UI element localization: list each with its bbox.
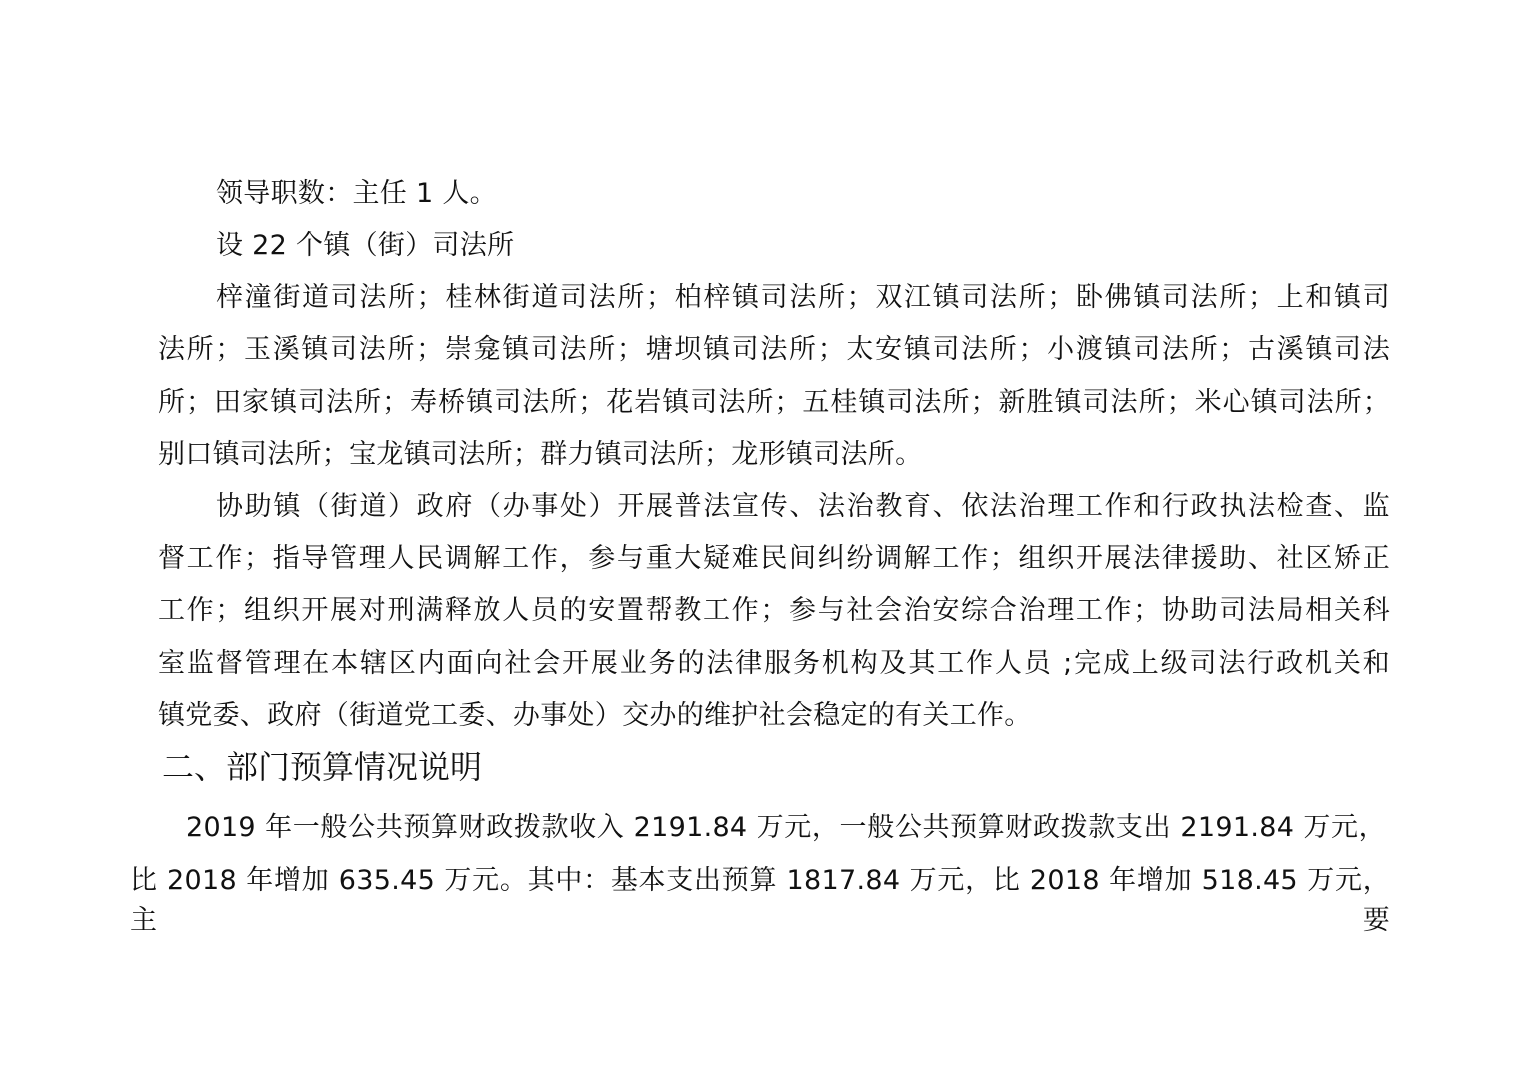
budget-line: 2019 年一般公共预算财政拨款收入 2191.84 万元，一般公共预算财政拨款支出 2191.84 万元， <box>186 812 1386 843</box>
offices-list-line: 法所；玉溪镇司法所；崇龛镇司法所；塘坝镇司法所；太安镇司法所；小渡镇司法所；古溪镇司法 <box>158 334 1390 365</box>
duties-line: 督工作；指导管理人民调解工作，参与重大疑难民间纠纷调解工作；组织开展法律援助、社区矫正 <box>158 543 1390 574</box>
leadership-line: 领导职数：主任 1 人。 <box>216 178 497 209</box>
duties-line: 室监督管理在本辖区内面向社会开展业务的法律服务机构及其工作人员 ;完成上级司法行政机关和 <box>158 648 1390 679</box>
duties-line: 工作；组织开展对刑满释放人员的安置帮教工作；参与社会治安综合治理工作；协助司法局相关科 <box>158 595 1390 626</box>
section-heading: 二、部门预算情况说明 <box>162 748 483 786</box>
offices-intro-line: 设 22 个镇（街）司法所 <box>216 230 515 261</box>
offices-list-line: 所；田家镇司法所；寿桥镇司法所；花岩镇司法所；五桂镇司法所；新胜镇司法所；米心镇司法所； <box>158 387 1390 418</box>
offices-list-line: 梓潼街道司法所；桂林街道司法所；柏梓镇司法所；双江镇司法所；卧佛镇司法所；上和镇司 <box>216 282 1390 313</box>
offices-list-line: 别口镇司法所；宝龙镇司法所；群力镇司法所；龙形镇司法所。 <box>158 439 923 470</box>
duties-line: 协助镇（街道）政府（办事处）开展普法宣传、法治教育、依法治理工作和行政执法检查、监 <box>216 491 1390 522</box>
duties-line: 镇党委、政府（街道党工委、办事处）交办的维护社会稳定的有关工作。 <box>158 700 1032 731</box>
budget-line: 比 2018 年增加 635.45 万元。其中：基本支出预算 1817.84 万元，比 2018 年增加 518.45 万元，主要 <box>130 865 1390 936</box>
